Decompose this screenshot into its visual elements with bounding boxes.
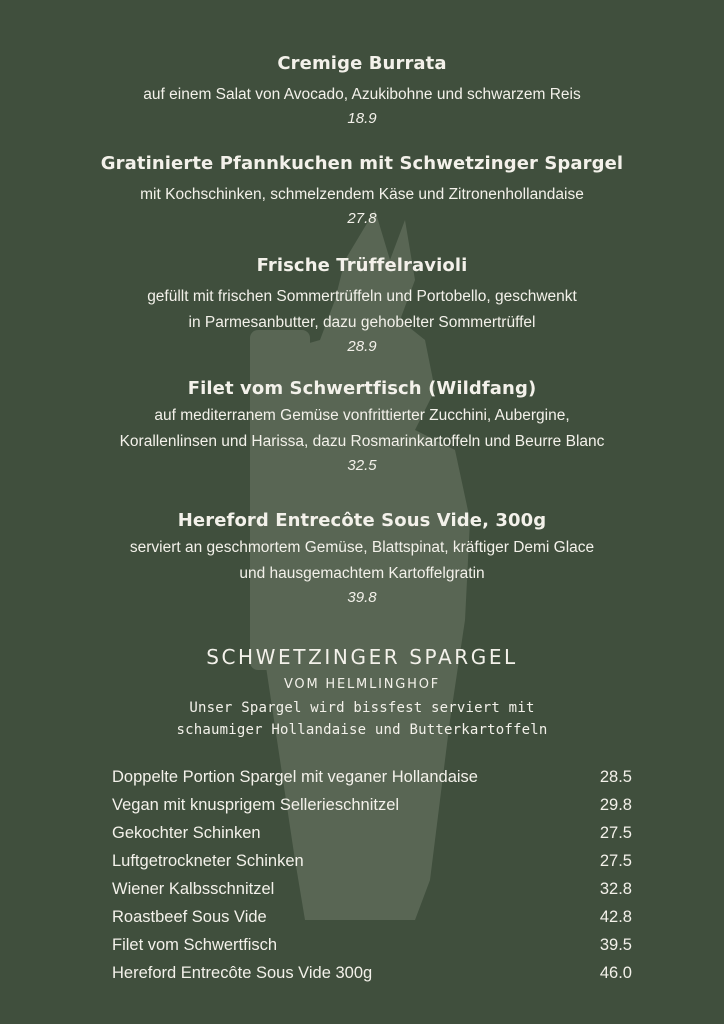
dish-schwertfisch xyxy=(0,377,724,477)
item-label: Roastbeef Sous Vide xyxy=(112,908,267,926)
spargel-section-header xyxy=(0,643,724,741)
dish-name: Hereford Entrecôte Sous Vide, 300g xyxy=(177,510,547,531)
dish-trueffelravioli xyxy=(0,254,724,358)
item-label: Vegan mit knusprigem Sellerieschnitzel xyxy=(112,796,400,814)
list-item xyxy=(112,791,632,819)
item-price: 28.5 xyxy=(599,768,632,786)
spargel-price-list xyxy=(112,763,632,987)
dish-description xyxy=(0,284,724,336)
item-price: 27.5 xyxy=(599,824,632,842)
item-label: Luftgetrockneter Schinken xyxy=(112,852,304,870)
item-label: Wiener Kalbsschnitzel xyxy=(112,880,275,898)
dish-description-line: auf mediterranem Gemüse vonfrittierter Zucchini, Aubergine, xyxy=(154,407,570,424)
dish-price: 27.8 xyxy=(347,210,377,227)
dish-name: Cremige Burrata xyxy=(277,53,447,74)
item-price: 32.8 xyxy=(599,880,632,898)
dish-burrata xyxy=(0,52,724,130)
section-subtitle: VOM HELMLINGHOF xyxy=(283,677,441,692)
dish-description-line: in Parmesanbutter, dazu gehobelter Sommertrüffel xyxy=(188,314,536,331)
item-label: Doppelte Portion Spargel mit veganer Hollandaise xyxy=(112,768,478,786)
dish-entrecote xyxy=(0,509,724,609)
list-item xyxy=(112,763,632,791)
list-item xyxy=(112,959,632,987)
item-label: Hereford Entrecôte Sous Vide 300g xyxy=(112,964,373,982)
item-label: Filet vom Schwertfisch xyxy=(112,936,278,954)
section-title: SCHWETZINGER SPARGEL xyxy=(206,645,518,669)
section-note-line: schaumiger Hollandaise und Butterkartoffeln xyxy=(176,722,548,738)
dish-name: Gratinierte Pfannkuchen mit Schwetzinger Spargel xyxy=(100,153,624,174)
list-item xyxy=(112,819,632,847)
dish-name: Filet vom Schwertfisch (Wildfang) xyxy=(187,378,537,399)
item-price: 27.5 xyxy=(599,852,632,870)
list-item xyxy=(112,931,632,959)
section-note-line: Unser Spargel wird bissfest serviert mit xyxy=(189,700,535,716)
section-note xyxy=(0,697,724,741)
dish-price: 28.9 xyxy=(347,338,377,355)
item-price: 39.5 xyxy=(599,936,632,954)
dish-name: Frische Trüffelravioli xyxy=(256,255,468,276)
list-item xyxy=(112,847,632,875)
dish-description-line: und hausgemachtem Kartoffelgratin xyxy=(239,565,485,582)
dish-description: mit Kochschinken, schmelzendem Käse und Zitronenhollandaise xyxy=(140,186,584,203)
item-price: 46.0 xyxy=(599,964,632,982)
dish-description-line: Korallenlinsen und Harissa, dazu Rosmarinkartoffeln und Beurre Blanc xyxy=(119,433,605,450)
dish-price: 18.9 xyxy=(347,110,377,127)
list-item xyxy=(112,875,632,903)
dish-description xyxy=(0,535,724,587)
dish-description-line: serviert an geschmortem Gemüse, Blattspinat, kräftiger Demi Glace xyxy=(129,539,595,556)
list-item xyxy=(112,903,632,931)
dish-description xyxy=(0,403,724,455)
item-price: 29.8 xyxy=(599,796,632,814)
dish-description: auf einem Salat von Avocado, Azukibohne und schwarzem Reis xyxy=(143,86,581,103)
dish-pfannkuchen xyxy=(0,152,724,230)
item-price: 42.8 xyxy=(599,908,632,926)
item-label: Gekochter Schinken xyxy=(112,824,261,842)
dish-price: 32.5 xyxy=(347,457,377,474)
dish-description-line: gefüllt mit frischen Sommertrüffeln und Portobello, geschwenkt xyxy=(147,288,577,305)
dish-price: 39.8 xyxy=(347,589,377,606)
